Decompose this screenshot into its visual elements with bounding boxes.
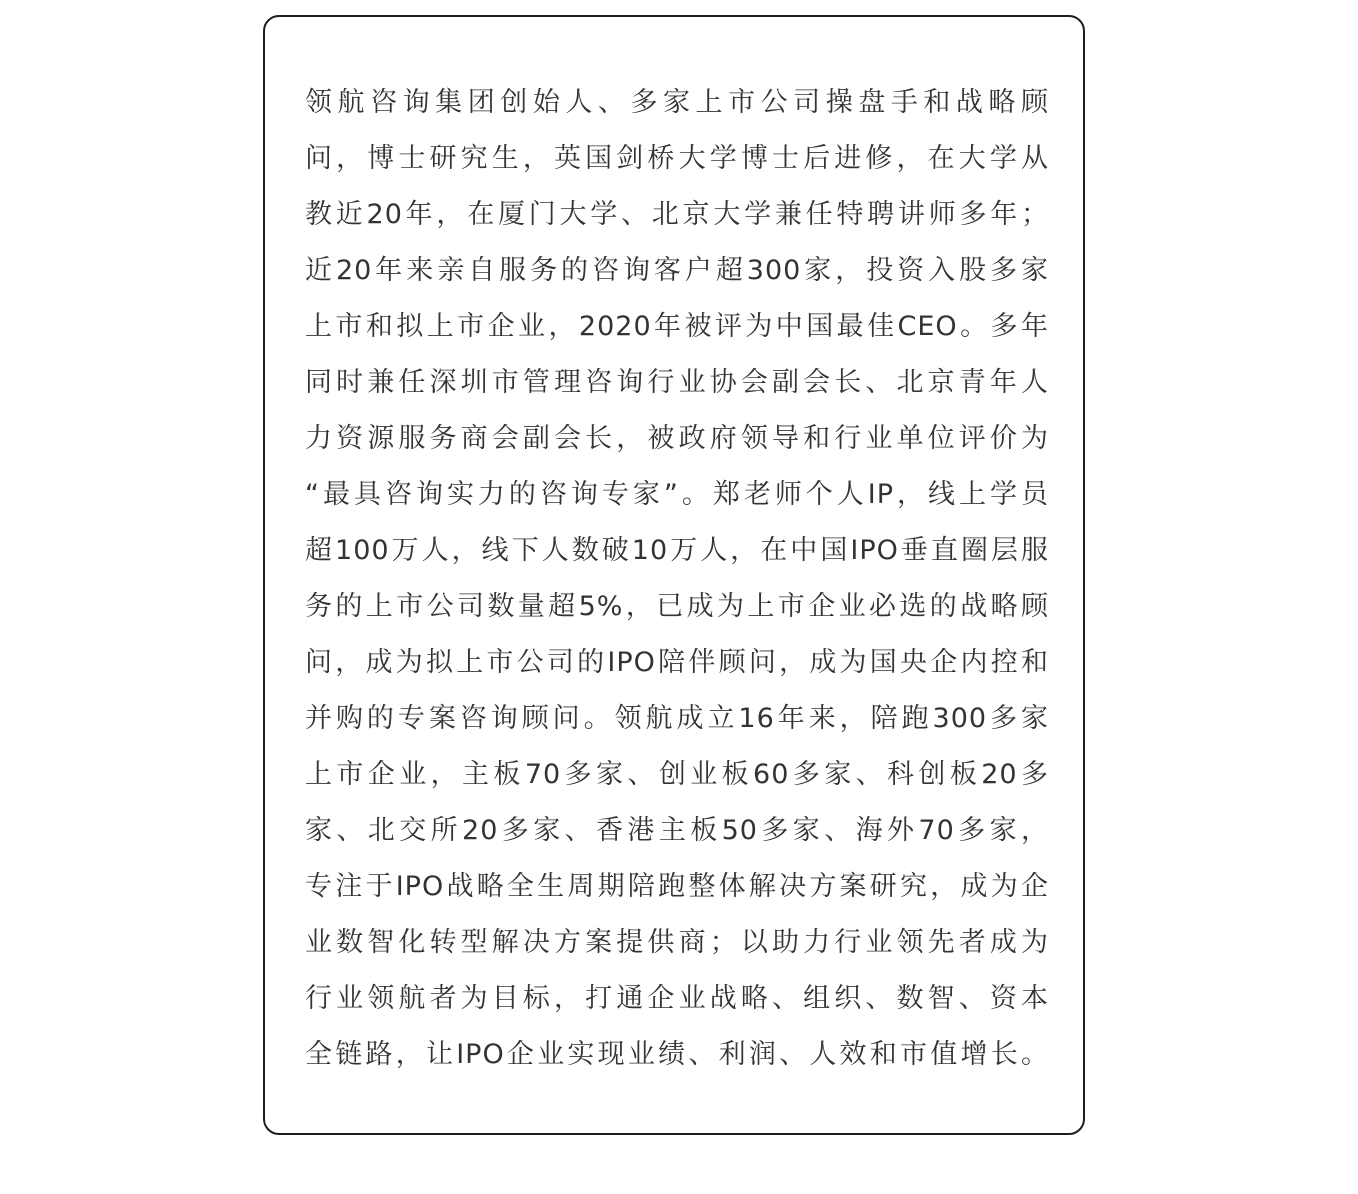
- bio-line: 同时兼任深圳市管理咨询行业协会副会长、北京青年人: [305, 367, 1049, 398]
- bio-line: 问，博士研究生，英国剑桥大学博士后进修，在大学从: [305, 143, 1049, 174]
- bio-line: 上市企业，主板70多家、创业板60多家、科创板20多: [305, 759, 1049, 790]
- bio-line: 行业领航者为目标，打通企业战略、组织、数智、资本: [305, 983, 1049, 1014]
- bio-line: 领航咨询集团创始人、多家上市公司操盘手和战略顾: [305, 87, 1049, 118]
- bio-line: 上市和拟上市企业，2020年被评为中国最佳CEO。多年: [305, 311, 1049, 342]
- bio-line: 专注于IPO战略全生周期陪跑整体解决方案研究，成为企: [305, 871, 1049, 902]
- bio-line: 全链路，让IPO企业实现业绩、利润、人效和市值增长。: [305, 1039, 1049, 1070]
- bio-line: 近20年来亲自服务的咨询客户超300家，投资入股多家: [305, 255, 1049, 286]
- bio-line: 并购的专案咨询顾问。领航成立16年来，陪跑300多家: [305, 703, 1049, 734]
- bio-line: 力资源服务商会副会长，被政府领导和行业单位评价为: [305, 423, 1049, 454]
- bio-line: 超100万人，线下人数破10万人，在中国IPO垂直圈层服: [305, 535, 1049, 566]
- bio-card: [263, 15, 1085, 1135]
- bio-line: 教近20年，在厦门大学、北京大学兼任特聘讲师多年；: [305, 199, 1049, 230]
- bio-text: [305, 75, 1049, 1083]
- bio-line: 家、北交所20多家、香港主板50多家、海外70多家，: [305, 815, 1049, 846]
- bio-line: 务的上市公司数量超5%，已成为上市企业必选的战略顾: [305, 591, 1049, 622]
- bio-line: 业数智化转型解决方案提供商；以助力行业领先者成为: [305, 927, 1049, 958]
- bio-line: “最具咨询实力的咨询专家”。郑老师个人IP，线上学员: [305, 479, 1049, 510]
- bio-line: 问，成为拟上市公司的IPO陪伴顾问，成为国央企内控和: [305, 647, 1049, 678]
